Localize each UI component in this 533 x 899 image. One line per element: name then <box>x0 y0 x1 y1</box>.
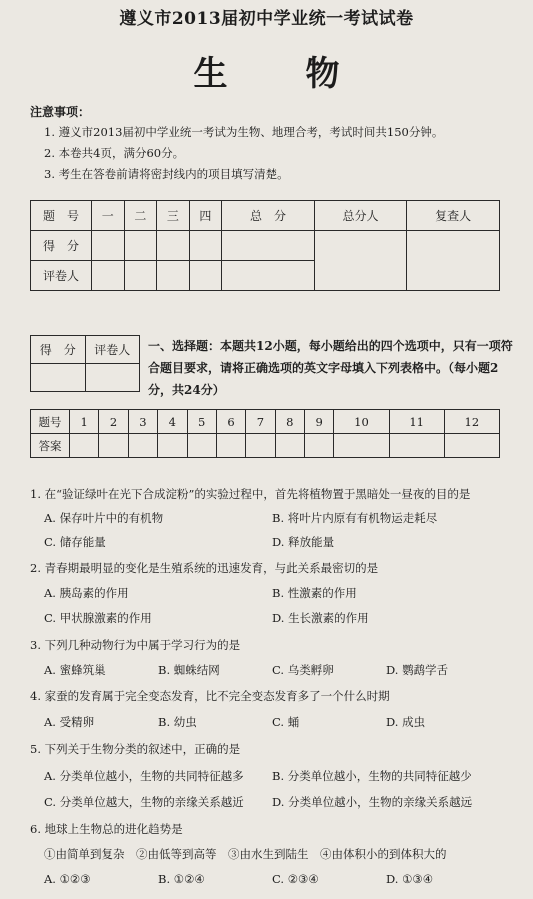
question-number-cell: 11 <box>389 410 444 434</box>
question-number-cell: 3 <box>128 410 157 434</box>
table-header-cell: 一 <box>92 201 125 231</box>
row-label: 得 分 <box>31 231 92 261</box>
grader-cell[interactable] <box>92 261 125 291</box>
answer-cell[interactable] <box>444 434 499 458</box>
answer-cell[interactable] <box>70 434 99 458</box>
table-header-cell: 题 号 <box>31 201 92 231</box>
score-cell[interactable] <box>189 231 222 261</box>
question-5-option-a: A. 分类单位越小，生物的共同特征越多 <box>44 769 244 783</box>
question-number-cell: 7 <box>246 410 275 434</box>
answer-cell[interactable] <box>187 434 216 458</box>
question-4-option-c: C. 蛹 <box>272 715 300 729</box>
question-1-option-a: A. 保存叶片中的有机物 <box>44 511 164 525</box>
answer-cell[interactable] <box>246 434 275 458</box>
question-1-option-b: B. 将叶片内原有有机物运走耗尽 <box>272 511 438 525</box>
question-2-option-b: B. 性激素的作用 <box>272 586 357 600</box>
question-3-option-c: C. 乌类孵卵 <box>272 663 334 677</box>
question-1-option-c: C. 储存能量 <box>44 535 106 549</box>
question-6-option-d: D. ①③④ <box>386 872 434 886</box>
question-3-option-a: A. 蜜蜂筑巢 <box>44 663 106 677</box>
question-number-cell: 10 <box>334 410 389 434</box>
table-header-cell: 总分人 <box>314 201 407 231</box>
table-header-cell: 总 分 <box>222 201 315 231</box>
table-header-cell: 四 <box>189 201 222 231</box>
grader-cell[interactable] <box>85 364 140 392</box>
question-5-stem: 5. 下列关于生物分类的叙述中，正确的是 <box>30 742 241 756</box>
notice-item-2: 2. 本卷共4页，满分60分。 <box>44 146 185 160</box>
question-1-option-d: D. 释放能量 <box>272 535 335 549</box>
question-4-option-d: D. 成虫 <box>386 715 426 729</box>
question-5-option-c: C. 分类单位越大，生物的亲缘关系越近 <box>44 795 244 809</box>
section1-score-box <box>30 335 140 392</box>
question-3-option-d: D. 鹦鹉学舌 <box>386 663 449 677</box>
question-6-option-b: B. ①②④ <box>158 872 205 886</box>
question-number-cell: 6 <box>216 410 245 434</box>
grader-cell[interactable] <box>222 261 315 291</box>
question-5-option-b: B. 分类单位越小，生物的共同特征越少 <box>272 769 472 783</box>
table-header-cell: 复查人 <box>407 201 500 231</box>
question-4-stem: 4. 家蚕的发育属于完全变态发育，比不完全变态发育多了一个什么时期 <box>30 689 390 703</box>
answer-cell[interactable] <box>389 434 444 458</box>
question-2-option-c: C. 甲状腺激素的作用 <box>44 611 152 625</box>
score-cell[interactable] <box>92 231 125 261</box>
box-label: 评卷人 <box>85 336 140 364</box>
question-3-option-b: B. 蜘蛛结网 <box>158 663 220 677</box>
question-2-stem: 2. 青春期最明显的变化是生殖系统的迅速发育，与此关系最密切的是 <box>30 561 379 575</box>
answer-cell[interactable] <box>158 434 187 458</box>
table-row <box>31 434 500 458</box>
row-label: 答案 <box>31 434 70 458</box>
table-row <box>31 231 500 261</box>
question-6-option-a: A. ①②③ <box>44 872 91 886</box>
subject-title: 生 物 <box>193 54 362 94</box>
table-row <box>31 410 500 434</box>
question-number-cell: 9 <box>305 410 334 434</box>
question-number-cell: 1 <box>70 410 99 434</box>
question-number-cell: 12 <box>444 410 499 434</box>
reviewer-cell[interactable] <box>407 231 500 291</box>
score-cell[interactable] <box>222 231 315 261</box>
question-6-stem: 6. 地球上生物总的进化趋势是 <box>30 822 183 836</box>
box-label: 得 分 <box>31 336 86 364</box>
row-label: 题号 <box>31 410 70 434</box>
score-cell[interactable] <box>31 364 86 392</box>
question-6-statements: ①由简单到复杂 ②由低等到高等 ③由水生到陆生 ④由体积小的到体积大的 <box>44 847 447 861</box>
answer-cell[interactable] <box>128 434 157 458</box>
answer-cell[interactable] <box>99 434 128 458</box>
row-label: 评卷人 <box>31 261 92 291</box>
answer-cell[interactable] <box>305 434 334 458</box>
question-6-option-c: C. ②③④ <box>272 872 319 886</box>
question-4-option-b: B. 幼虫 <box>158 715 197 729</box>
question-4-option-a: A. 受精卵 <box>44 715 95 729</box>
grader-cell[interactable] <box>124 261 157 291</box>
question-number-cell: 8 <box>275 410 304 434</box>
question-3-stem: 3. 下列几种动物行为中属于学习行为的是 <box>30 638 241 652</box>
score-table <box>30 200 500 291</box>
question-1-stem: 1. 在“验证绿叶在光下合成淀粉”的实验过程中，首先将植物置于黑暗处一昼夜的目的是 <box>30 487 471 501</box>
table-row <box>31 364 140 392</box>
table-row <box>31 201 500 231</box>
total-grader-cell[interactable] <box>314 231 407 291</box>
answer-cell[interactable] <box>275 434 304 458</box>
question-5-option-d: D. 分类单位越小，生物的亲缘关系越远 <box>272 795 473 809</box>
answer-cell[interactable] <box>334 434 389 458</box>
question-2-option-a: A. 胰岛素的作用 <box>44 586 129 600</box>
question-2-option-d: D. 生长激素的作用 <box>272 611 369 625</box>
grader-cell[interactable] <box>189 261 222 291</box>
grader-cell[interactable] <box>157 261 190 291</box>
answer-cell[interactable] <box>216 434 245 458</box>
table-row <box>31 336 140 364</box>
question-number-cell: 4 <box>158 410 187 434</box>
exam-title: 遵义市2013届初中学业统一考试试卷 <box>119 9 414 29</box>
table-header-cell: 二 <box>124 201 157 231</box>
section1-instructions: 一、选择题：本题共12小题，每小题给出的四个选项中，只有一项符合题目要求，请将正确选项的英文字母填入下列表格中。（每小题2分，共24分） <box>148 339 513 397</box>
score-cell[interactable] <box>124 231 157 261</box>
question-number-cell: 5 <box>187 410 216 434</box>
score-cell[interactable] <box>157 231 190 261</box>
notice-item-3: 3. 考生在答卷前请将密封线内的项目填写清楚。 <box>44 167 289 181</box>
notice-heading: 注意事项： <box>30 105 91 119</box>
notice-item-1: 1. 遵义市2013届初中学业统一考试为生物、地理合考，考试时间共150分钟。 <box>44 125 444 139</box>
table-header-cell: 三 <box>157 201 190 231</box>
question-number-cell: 2 <box>99 410 128 434</box>
answer-table <box>30 409 500 458</box>
